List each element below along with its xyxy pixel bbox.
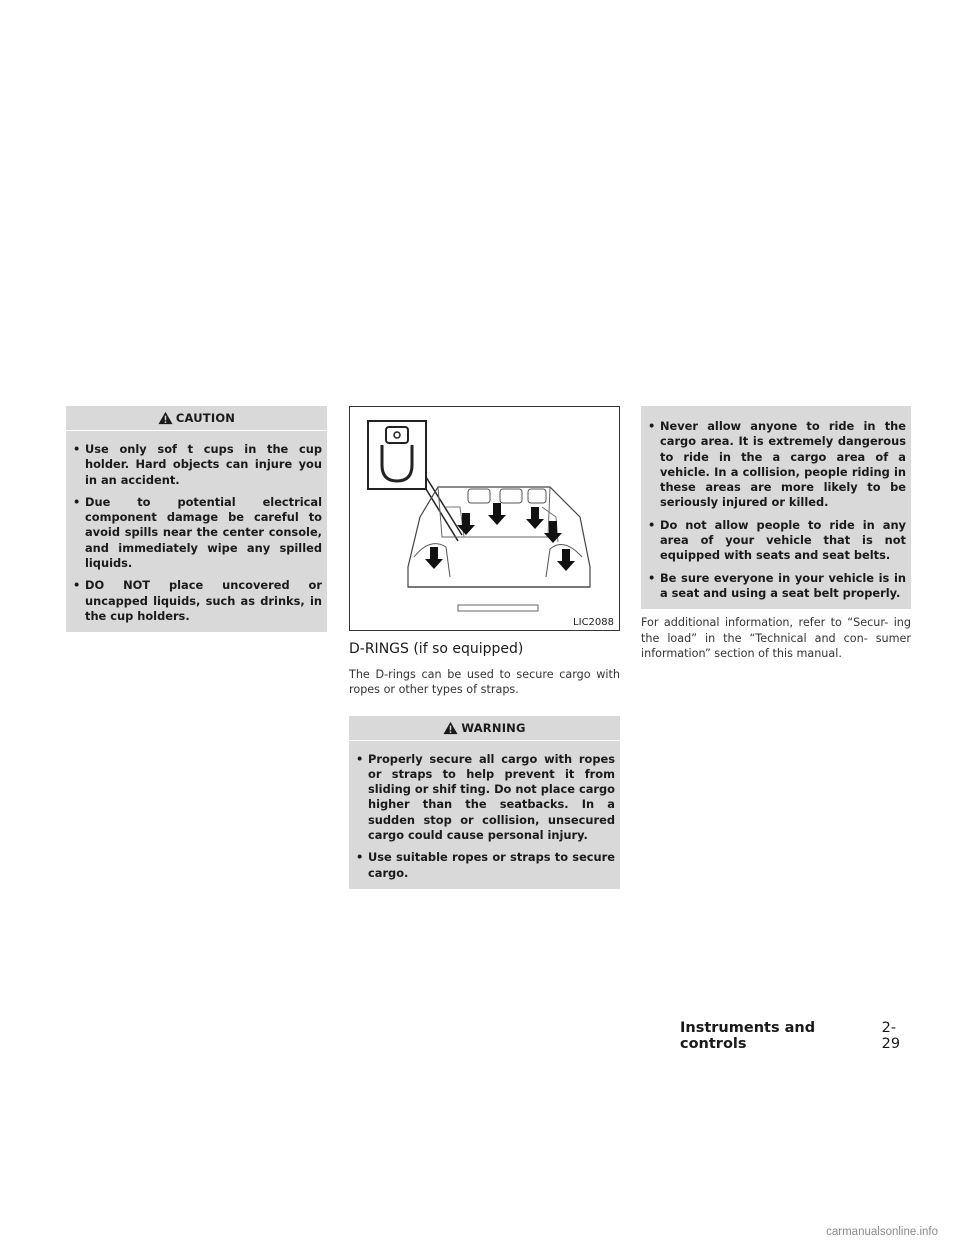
- figure-label: LIC2088: [573, 617, 614, 628]
- page-footer: [680, 1020, 913, 1052]
- footer-section-title: Instruments and controls: [680, 1020, 816, 1052]
- watermark: carmanualsonline.info: [826, 1226, 938, 1238]
- warning-header: [349, 716, 620, 741]
- caution-item: • DO NOT place uncovered or uncapped liquids, such as drinks, in the cup holders.: [71, 578, 322, 624]
- page-number: 2-29: [881, 1020, 901, 1052]
- warning-triangle-icon: [443, 721, 458, 735]
- warning-item: • Do not allow people to ride in any area of your vehicle that is not equipped with seats and seat belts.: [646, 518, 906, 564]
- warning-list: [354, 741, 615, 881]
- warning-item: • Be sure everyone in your vehicle is in a seat and using a seat belt properly.: [646, 571, 906, 602]
- section-intro: The D-rings can be used to secure cargo with ropes or other types of straps.: [349, 668, 620, 697]
- warning-box-continued: [641, 406, 911, 609]
- additional-info: For additional information, refer to “Secur- ing the load” in the “Technical and con- sumer information” section of this manual.: [641, 616, 911, 660]
- caution-heading: CAUTION: [175, 411, 236, 425]
- column-middle: [349, 406, 620, 889]
- caution-header: [66, 406, 327, 431]
- warning-item: • Never allow anyone to ride in the cargo area. It is extremely dangerous to ride in the a cargo area of a vehicle. In a collision, people riding in these areas are more likely to be seriously injured or killed.: [646, 419, 906, 511]
- d-ring-figure: [349, 406, 620, 631]
- warning-list-continued: [646, 408, 906, 601]
- d-ring-cargo-illustration: [350, 407, 620, 631]
- warning-triangle-icon: [158, 411, 173, 425]
- caution-list: [71, 431, 322, 624]
- column-right: [641, 406, 911, 661]
- section-title: D-RINGS (if so equipped): [349, 641, 524, 657]
- warning-heading: WARNING: [461, 720, 526, 735]
- warning-box: [349, 716, 620, 889]
- caution-item: • Due to potential electrical component damage be careful to avoid spills near the center console, and immediately wipe any spilled liquids.: [71, 495, 322, 571]
- column-left: [66, 406, 327, 632]
- warning-item: • Properly secure all cargo with ropes or straps to help prevent it from sliding or shif ting. Do not place cargo higher than the seatbacks. In a sudden stop or collision, unsecured cargo could cause personal injury.: [354, 752, 615, 844]
- warning-item: • Use suitable ropes or straps to secure cargo.: [354, 850, 615, 881]
- caution-item: • Use only sof t cups in the cup holder. Hard objects can injure you in an accident.: [71, 442, 322, 488]
- caution-box: [66, 406, 327, 632]
